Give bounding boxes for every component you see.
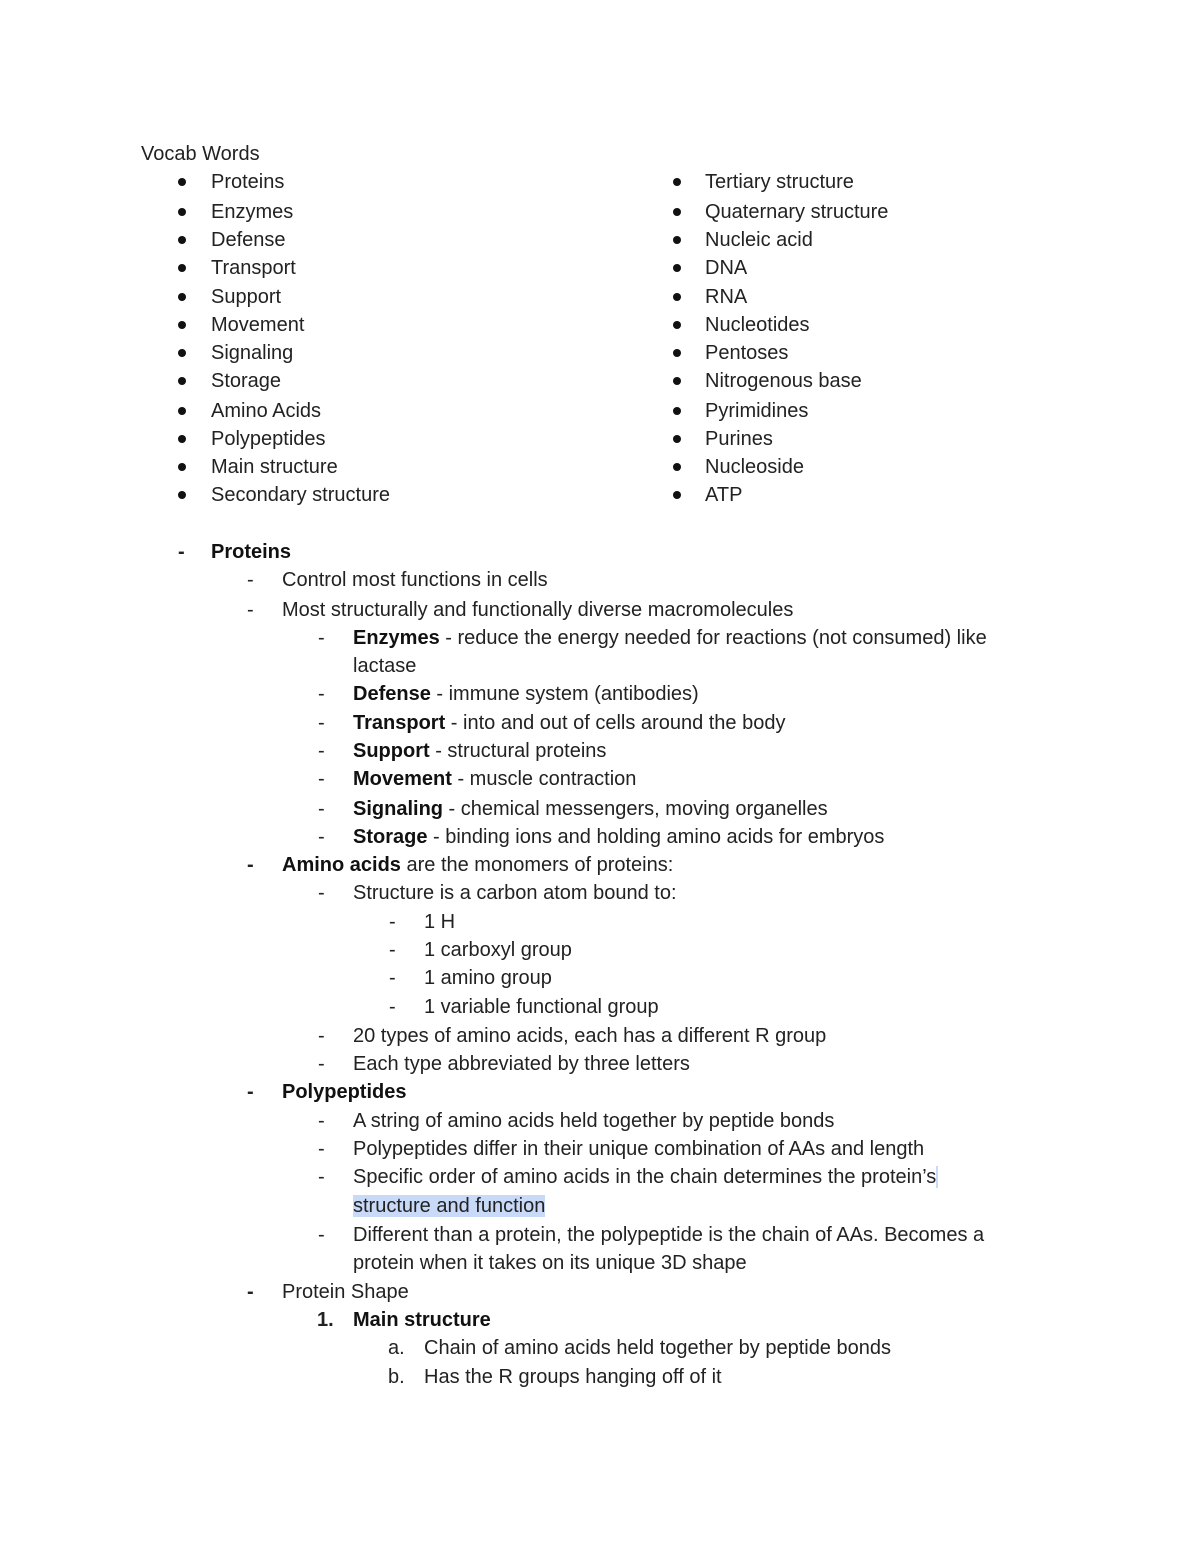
term: Transport	[353, 712, 446, 734]
main-structure-title: Main structure	[353, 1309, 491, 1331]
list-item: Storage	[211, 370, 282, 392]
list-item: Transport	[211, 257, 296, 279]
list-item: 20 types of amino acids, each has a different R group	[353, 1025, 827, 1047]
list-item: Nucleoside	[705, 456, 804, 478]
list-item: Polypeptides differ in their unique combination of AAs and length	[353, 1138, 925, 1160]
list-item: 1 amino group	[424, 967, 552, 989]
list-item: Quaternary structure	[705, 201, 889, 223]
dash-marker: -	[318, 627, 325, 649]
function-item	[353, 737, 606, 765]
function-item	[353, 795, 828, 823]
list-item: Polypeptides	[211, 428, 326, 450]
list-item: Nucleotides	[705, 314, 810, 336]
function-item	[353, 680, 699, 708]
dash-marker: -	[247, 569, 254, 591]
function-item-continued: lactase	[353, 655, 417, 677]
list-item: Purines	[705, 428, 773, 450]
dash-marker: -	[247, 599, 254, 621]
list-item: Most structurally and functionally diverse macromolecules	[282, 599, 794, 621]
list-item: Nitrogenous base	[705, 370, 862, 392]
list-item-continued: protein when it takes on its unique 3D shape	[353, 1252, 747, 1274]
list-item: DNA	[705, 257, 748, 279]
list-item: Each type abbreviated by three letters	[353, 1053, 690, 1075]
function-item	[353, 624, 987, 652]
term: Signaling	[353, 798, 443, 820]
section-heading-protein-shape: Protein Shape	[282, 1281, 409, 1303]
list-item: Control most functions in cells	[282, 569, 548, 591]
definition: - chemical messengers, moving organelles	[443, 798, 828, 820]
definition: - muscle contraction	[451, 768, 637, 790]
term: Movement	[353, 768, 452, 790]
number-marker: 1.	[317, 1309, 334, 1331]
definition: - immune system (antibodies)	[430, 683, 699, 705]
list-item: Structure is a carbon atom bound to:	[353, 882, 677, 904]
dash-marker: -	[389, 939, 396, 961]
list-item: Enzymes	[211, 201, 294, 223]
list-item: 1 carboxyl group	[424, 939, 572, 961]
function-item	[353, 765, 636, 793]
main-structure-heading	[353, 1306, 491, 1334]
list-item: Pentoses	[705, 342, 789, 364]
bullet-icon	[178, 349, 186, 357]
vocab-heading: Vocab Words	[141, 143, 260, 165]
definition: are the monomers of proteins:	[400, 854, 674, 876]
dash-marker: -	[318, 1224, 325, 1246]
bullet-icon	[178, 178, 186, 186]
dash-marker: -	[318, 1166, 325, 1188]
bullet-icon	[673, 208, 681, 216]
dash-marker: -	[389, 996, 396, 1018]
dash-marker: -	[318, 1053, 325, 1075]
bullet-icon	[673, 293, 681, 301]
term: Enzymes	[353, 627, 440, 649]
list-item: 1 variable functional group	[424, 996, 659, 1018]
dash-marker: -	[318, 826, 325, 848]
list-item: Nucleic acid	[705, 229, 813, 251]
function-item	[353, 709, 785, 737]
list-item-continued	[353, 1192, 545, 1220]
bullet-icon	[178, 321, 186, 329]
list-item: Chain of amino acids held together by peptide bonds	[424, 1337, 891, 1359]
list-item: A string of amino acids held together by peptide bonds	[353, 1110, 835, 1132]
dash-marker: -	[318, 798, 325, 820]
section-heading-polypeptides	[282, 1078, 406, 1106]
list-item: Has the R groups hanging off of it	[424, 1366, 722, 1388]
term: Support	[353, 740, 430, 762]
bullet-icon	[673, 236, 681, 244]
bullet-icon	[673, 491, 681, 499]
dash-marker: -	[318, 1138, 325, 1160]
dash-marker: -	[389, 911, 396, 933]
term: Amino acids	[282, 854, 401, 876]
definition: - reduce the energy needed for reactions (not consumed) like	[439, 627, 987, 649]
list-item: Proteins	[211, 171, 285, 193]
dash-marker: -	[178, 541, 185, 563]
letter-marker: b.	[388, 1366, 405, 1388]
bullet-icon	[673, 407, 681, 415]
polypeptides-title: Polypeptides	[282, 1081, 407, 1103]
bullet-icon	[673, 264, 681, 272]
bullet-icon	[178, 208, 186, 216]
list-item: Pyrimidines	[705, 400, 809, 422]
list-item	[353, 1163, 938, 1191]
list-item: Support	[211, 286, 282, 308]
definition: - into and out of cells around the body	[445, 712, 786, 734]
amino-acids-item	[282, 851, 673, 879]
bullet-icon	[178, 377, 186, 385]
bullet-icon	[178, 491, 186, 499]
dash-marker: -	[318, 882, 325, 904]
bullet-icon	[673, 377, 681, 385]
section-heading-proteins	[211, 538, 291, 566]
list-item: Defense	[211, 229, 286, 251]
text: Specific order of amino acids in the chain determines the protein’s	[353, 1166, 937, 1188]
proteins-title: Proteins	[211, 541, 292, 563]
function-item	[353, 823, 884, 851]
dash-marker: -	[318, 1025, 325, 1047]
letter-marker: a.	[388, 1337, 405, 1359]
bullet-icon	[673, 321, 681, 329]
dash-marker: -	[389, 967, 396, 989]
definition: - structural proteins	[429, 740, 607, 762]
bullet-icon	[178, 407, 186, 415]
bullet-icon	[673, 178, 681, 186]
dash-marker: -	[318, 1110, 325, 1132]
list-item: ATP	[705, 484, 743, 506]
bullet-icon	[673, 349, 681, 357]
dash-marker: -	[318, 740, 325, 762]
bullet-icon	[178, 236, 186, 244]
dash-marker: -	[247, 1081, 254, 1103]
bullet-icon	[673, 435, 681, 443]
bullet-icon	[178, 435, 186, 443]
list-item: Amino Acids	[211, 400, 322, 422]
bullet-icon	[178, 463, 186, 471]
dash-marker: -	[318, 712, 325, 734]
term: Defense	[353, 683, 431, 705]
dash-marker: -	[318, 768, 325, 790]
selection-highlight	[936, 1166, 938, 1188]
list-item: Movement	[211, 314, 305, 336]
list-item: RNA	[705, 286, 748, 308]
dash-marker: -	[247, 1281, 254, 1303]
bullet-icon	[178, 293, 186, 301]
list-item: Signaling	[211, 342, 294, 364]
definition: - binding ions and holding amino acids for embryos	[427, 826, 885, 848]
list-item: Tertiary structure	[705, 171, 854, 193]
list-item: Main structure	[211, 456, 338, 478]
bullet-icon	[178, 264, 186, 272]
selected-text[interactable]: structure and function	[353, 1195, 546, 1217]
dash-marker: -	[318, 683, 325, 705]
bullet-icon	[673, 463, 681, 471]
dash-marker: -	[247, 854, 254, 876]
list-item: Secondary structure	[211, 484, 390, 506]
list-item: 1 H	[424, 911, 456, 933]
term: Storage	[353, 826, 428, 848]
list-item: Different than a protein, the polypeptide is the chain of AAs. Becomes a	[353, 1224, 985, 1246]
